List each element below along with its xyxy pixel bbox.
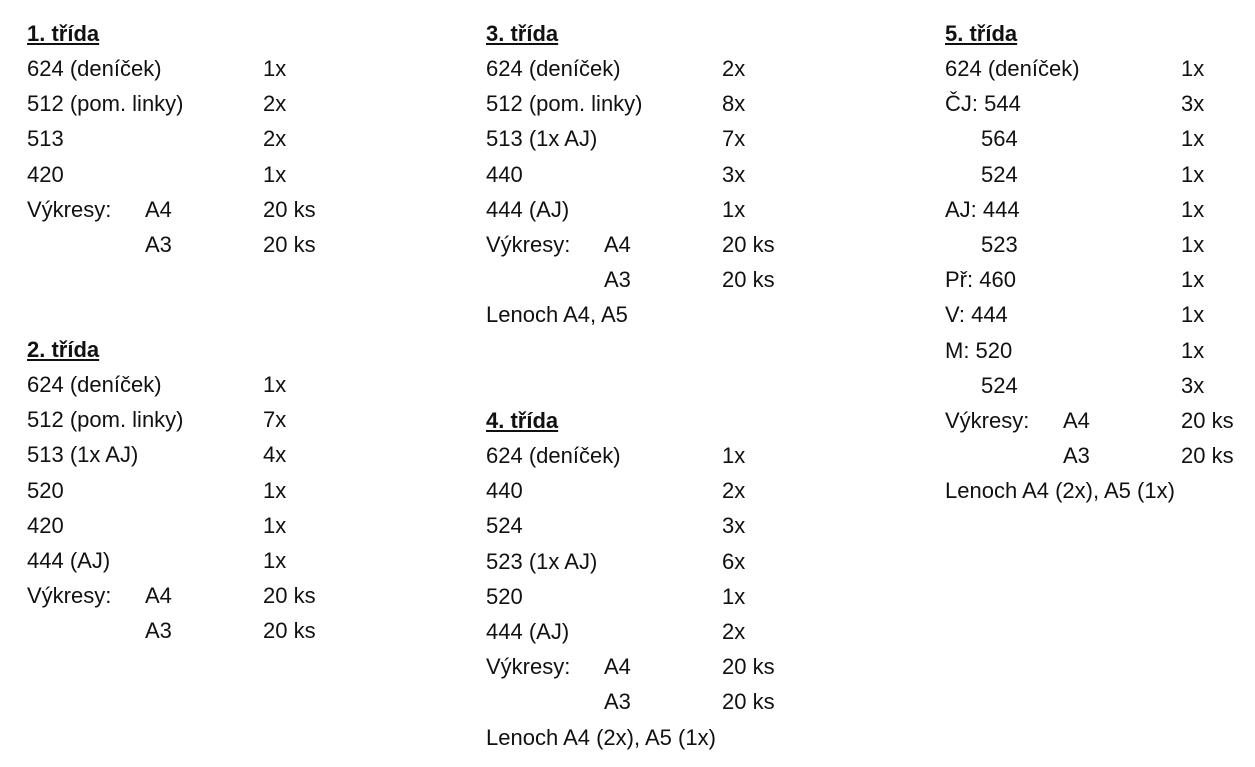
- extra-note: Lenoch A4 (2x), A5 (1x): [486, 724, 716, 750]
- class-2-section: [27, 332, 427, 649]
- class-1-section: [27, 16, 427, 262]
- extra-note: Lenoch A4, A5: [486, 302, 628, 328]
- list-item: 440 3x: [486, 161, 746, 187]
- list-item: 444 (AJ) 2x: [486, 618, 746, 644]
- list-item: 524 3x: [981, 372, 1205, 398]
- list-item: 520 1x: [486, 583, 746, 609]
- list-item: ČJ: 544 3x: [945, 91, 1205, 117]
- drawings-row: A3 20 ks: [604, 689, 775, 715]
- list-item: V: 444 1x: [945, 302, 1205, 328]
- drawings-row: Výkresy: A4 20 ks: [486, 654, 775, 680]
- class-3-title: 3. třída: [486, 21, 559, 46]
- list-item: 513 (1x AJ) 7x: [486, 126, 746, 152]
- list-item: 512 (pom. linky) 7x: [27, 407, 287, 433]
- list-item: 624 (deníček) 1x: [27, 372, 287, 397]
- list-item: 444 (AJ) 1x: [27, 547, 287, 573]
- list-item: 624 (deníček) 2x: [486, 56, 746, 81]
- list-item: 524 1x: [981, 161, 1205, 187]
- drawings-row: Výkresy: A4 20 ks: [27, 583, 316, 609]
- list-item: 513 2x: [27, 126, 287, 152]
- list-item: 624 (deníček) 1x: [945, 56, 1205, 81]
- class-1-title: 1. třída: [27, 21, 100, 46]
- list-item: 420 1x: [27, 161, 287, 187]
- drawings-row: A3 20 ks: [145, 618, 316, 644]
- class-4-title: 4. třída: [486, 408, 559, 433]
- list-item: AJ: 444 1x: [945, 196, 1205, 222]
- list-item: 440 2x: [486, 478, 746, 504]
- list-item: 420 1x: [27, 512, 287, 538]
- list-item: 512 (pom. linky) 2x: [27, 91, 287, 117]
- class-2-title: 2. třída: [27, 337, 100, 362]
- list-item: 564 1x: [981, 126, 1205, 152]
- list-item: 513 (1x AJ) 4x: [27, 442, 287, 468]
- list-item: 524 3x: [486, 513, 746, 539]
- drawings-row: A3 20 ks: [145, 231, 316, 257]
- class-5-title: 5. třída: [945, 21, 1018, 46]
- list-item: M: 520 1x: [945, 337, 1205, 363]
- drawings-row: A3 20 ks: [1063, 443, 1234, 469]
- drawings-row: Výkresy: A4 20 ks: [486, 231, 775, 257]
- extra-note: Lenoch A4 (2x), A5 (1x): [945, 478, 1175, 504]
- list-item: 512 (pom. linky) 8x: [486, 91, 746, 117]
- class-5-section: [945, 16, 1245, 508]
- list-item: 624 (deníček) 1x: [27, 56, 287, 81]
- class-3-section: [486, 16, 886, 333]
- class-4-section: [486, 403, 886, 755]
- list-item: Př: 460 1x: [945, 267, 1205, 293]
- list-item: 523 1x: [981, 231, 1205, 257]
- drawings-row: A3 20 ks: [604, 267, 775, 293]
- list-item: 624 (deníček) 1x: [486, 443, 746, 468]
- list-item: 520 1x: [27, 477, 287, 503]
- drawings-row: Výkresy: A4 20 ks: [27, 196, 316, 222]
- drawings-row: Výkresy: A4 20 ks: [945, 407, 1234, 433]
- list-item: 444 (AJ) 1x: [486, 196, 746, 222]
- list-item: 523 (1x AJ) 6x: [486, 548, 746, 574]
